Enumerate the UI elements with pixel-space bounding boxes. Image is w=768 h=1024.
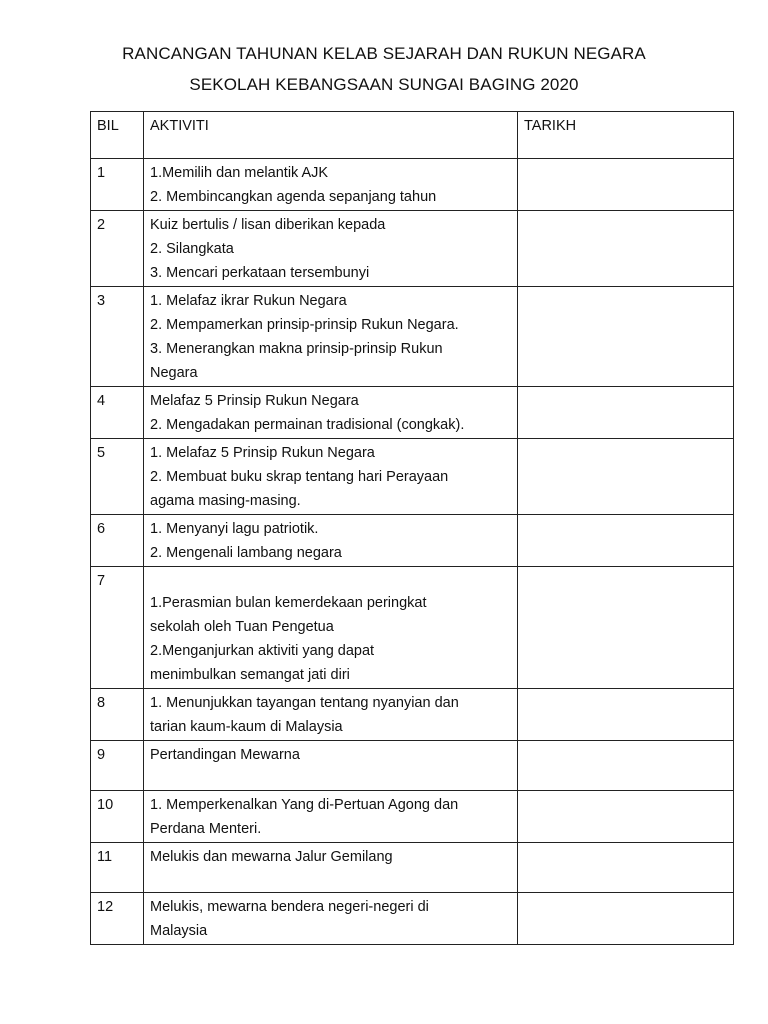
row-tarikh (518, 515, 734, 567)
activity-line: Malaysia (150, 923, 208, 939)
activity-table (90, 111, 734, 945)
activity-line: 1. Memperkenalkan Yang di-Pertuan Agong dan (150, 797, 459, 813)
table-row (91, 689, 734, 741)
document-title: RANCANGAN TAHUNAN KELAB SEJARAH DAN RUKUN NEGARA (122, 44, 646, 63)
activity-line: menimbulkan semangat jati diri (150, 667, 350, 683)
activity-line: Melukis dan mewarna Jalur Gemilang (150, 849, 393, 865)
row-aktiviti (144, 741, 518, 791)
row-aktiviti (144, 893, 518, 945)
activity-line: 2. Membincangkan agenda sepanjang tahun (150, 189, 437, 205)
activity-line: tarian kaum-kaum di Malaysia (150, 719, 343, 735)
row-tarikh (518, 843, 734, 893)
activity-line: agama masing-masing. (150, 493, 301, 509)
activity-line: 2. Mengenali lambang negara (150, 545, 342, 561)
activity-line: 2. Mengadakan permainan tradisional (congkak). (150, 417, 465, 433)
activity-line: Perdana Menteri. (150, 821, 262, 837)
row-bil: 11 (91, 843, 144, 893)
activity-line: 1. Melafaz ikrar Rukun Negara (150, 293, 347, 309)
activity-line: Melukis, mewarna bendera negeri-negeri di (150, 899, 429, 915)
activity-line: sekolah oleh Tuan Pengetua (150, 619, 334, 635)
table-row (91, 211, 734, 287)
activity-line: Negara (150, 365, 198, 381)
column-header-bil: BIL (91, 112, 144, 159)
table-row (91, 287, 734, 387)
table-row (91, 515, 734, 567)
row-tarikh (518, 741, 734, 791)
row-aktiviti (144, 689, 518, 741)
table-row (91, 893, 734, 945)
row-tarikh (518, 159, 734, 211)
row-tarikh (518, 689, 734, 741)
document-subtitle: SEKOLAH KEBANGSAAN SUNGAI BAGING 2020 (189, 75, 579, 94)
activity-line: 1.Memilih dan melantik AJK (150, 165, 329, 181)
activity-line: 2. Mempamerkan prinsip-prinsip Rukun Negara. (150, 317, 459, 333)
row-bil: 7 (91, 567, 144, 689)
row-tarikh (518, 567, 734, 689)
activity-line: 2. Membuat buku skrap tentang hari Perayaan (150, 469, 449, 485)
row-bil: 1 (91, 159, 144, 211)
row-tarikh (518, 211, 734, 287)
row-bil: 4 (91, 387, 144, 439)
row-aktiviti (144, 439, 518, 515)
activity-line: 2.Menganjurkan aktiviti yang dapat (150, 643, 375, 659)
table-row (91, 387, 734, 439)
row-bil: 6 (91, 515, 144, 567)
row-tarikh (518, 791, 734, 843)
row-bil: 9 (91, 741, 144, 791)
activity-line: 1. Menunjukkan tayangan tentang nyanyian dan (150, 695, 459, 711)
row-aktiviti (144, 843, 518, 893)
row-aktiviti (144, 515, 518, 567)
activity-line: 3. Menerangkan makna prinsip-prinsip Rukun (150, 341, 443, 357)
row-bil: 12 (91, 893, 144, 945)
table-row (91, 791, 734, 843)
column-header-tarikh: TARIKH (518, 112, 734, 159)
activity-line: 3. Mencari perkataan tersembunyi (150, 265, 370, 281)
table-body (91, 159, 734, 945)
activity-line: 1.Perasmian bulan kemerdekaan peringkat (150, 595, 427, 611)
activity-line: 1. Melafaz 5 Prinsip Rukun Negara (150, 445, 375, 461)
row-tarikh (518, 439, 734, 515)
row-tarikh (518, 893, 734, 945)
table-row (91, 439, 734, 515)
activity-line: Melafaz 5 Prinsip Rukun Negara (150, 393, 359, 409)
table-row (91, 843, 734, 893)
row-bil: 3 (91, 287, 144, 387)
activity-line: 2. Silangkata (150, 241, 234, 257)
activity-line: 1. Menyanyi lagu patriotik. (150, 521, 319, 537)
row-aktiviti (144, 791, 518, 843)
row-bil: 2 (91, 211, 144, 287)
row-bil: 10 (91, 791, 144, 843)
row-tarikh (518, 287, 734, 387)
row-aktiviti (144, 287, 518, 387)
cell-spacer (150, 570, 511, 590)
activity-line: Pertandingan Mewarna (150, 747, 300, 763)
row-aktiviti (144, 159, 518, 211)
row-bil: 5 (91, 439, 144, 515)
column-header-aktiviti: AKTIVITI (144, 112, 518, 159)
table-header-row (91, 112, 734, 159)
table-row (91, 741, 734, 791)
row-bil: 8 (91, 689, 144, 741)
row-aktiviti (144, 387, 518, 439)
table-row (91, 159, 734, 211)
row-aktiviti (144, 211, 518, 287)
activity-line: Kuiz bertulis / lisan diberikan kepada (150, 217, 386, 233)
row-tarikh (518, 387, 734, 439)
table-row (91, 567, 734, 689)
row-aktiviti (144, 567, 518, 689)
